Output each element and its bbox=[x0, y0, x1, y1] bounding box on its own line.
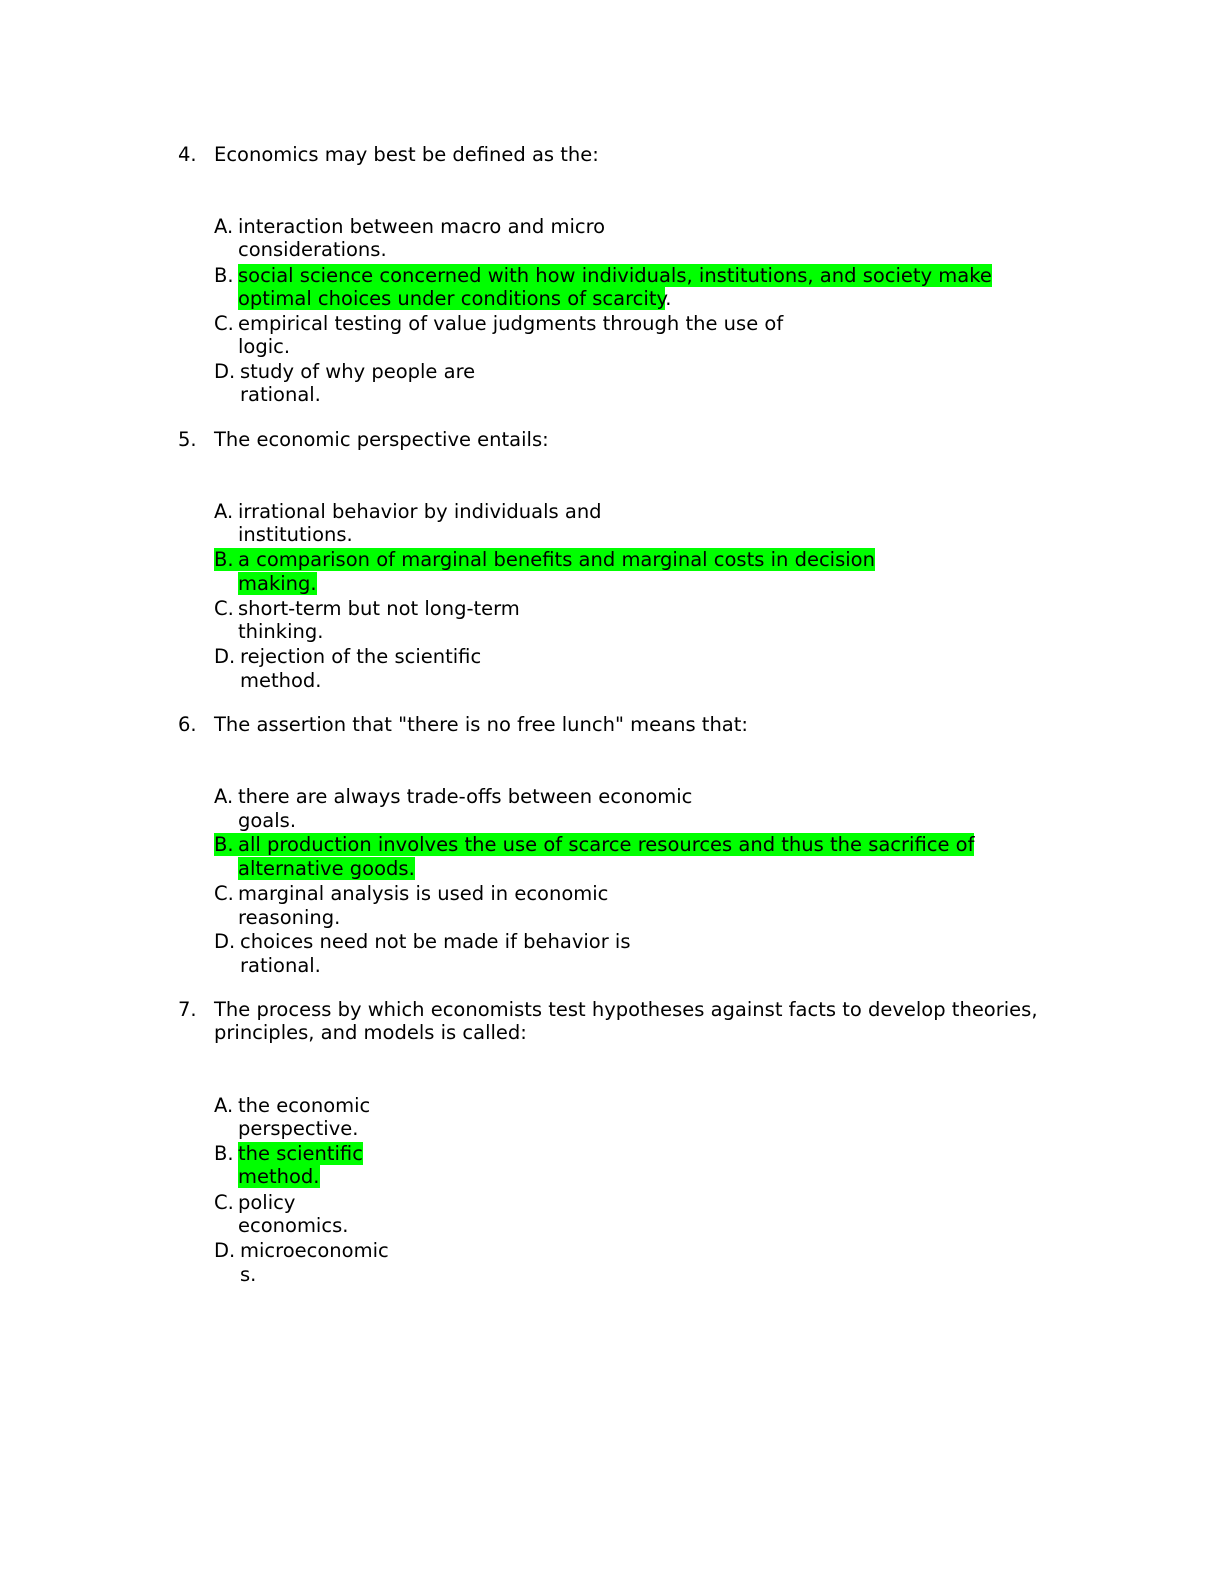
option-c-line2: reasoning. bbox=[238, 906, 341, 929]
option-b-line1-highlighted: social science concerned with how individuals, institutions, and society make bbox=[238, 264, 992, 287]
question-number: 5. bbox=[178, 428, 197, 451]
option-d-line1: choices need not be made if behavior is bbox=[240, 930, 631, 953]
option-c-line2: economics. bbox=[238, 1214, 349, 1237]
option-letter-b-highlighted: B. bbox=[214, 548, 238, 571]
option-b-line1-highlighted: a comparison of marginal benefits and marginal costs in decision bbox=[238, 548, 875, 571]
option-c-line2: logic. bbox=[238, 335, 291, 358]
option-c-line1: policy bbox=[238, 1191, 296, 1214]
question-text: The economic perspective entails: bbox=[214, 428, 549, 451]
option-b-line2-highlighted: making. bbox=[238, 572, 317, 595]
option-b-line2-highlighted: alternative goods. bbox=[238, 857, 415, 880]
option-letter-a: A. bbox=[214, 785, 234, 808]
option-a-line1: the economic bbox=[238, 1094, 371, 1117]
option-letter-a: A. bbox=[214, 215, 234, 238]
option-a-line2: considerations. bbox=[238, 238, 387, 261]
option-letter-c: C. bbox=[214, 597, 234, 620]
option-d-line2: method. bbox=[240, 669, 322, 692]
option-d-line1: study of why people are bbox=[240, 360, 476, 383]
option-d-line2: rational. bbox=[240, 383, 321, 406]
option-letter-c: C. bbox=[214, 312, 234, 335]
option-c-line1: marginal analysis is used in economic bbox=[238, 882, 609, 905]
option-letter-d: D. bbox=[214, 930, 236, 953]
question-text-line1: The process by which economists test hypotheses against facts to develop theories, bbox=[214, 998, 1038, 1021]
question-number: 6. bbox=[178, 713, 197, 736]
option-a-line2: goals. bbox=[238, 809, 297, 832]
option-b-line2-highlighted: method. bbox=[238, 1165, 320, 1188]
option-letter-a: A. bbox=[214, 1094, 234, 1117]
option-c-line1: short-term but not long-term bbox=[238, 597, 520, 620]
option-b-line1-highlighted: the scientific bbox=[238, 1142, 363, 1165]
question-number: 4. bbox=[178, 143, 197, 166]
question-text-line2: principles, and models is called: bbox=[214, 1021, 527, 1044]
option-a-line2: institutions. bbox=[238, 523, 353, 546]
option-d-line1: rejection of the scientific bbox=[240, 645, 482, 668]
option-b-line2 bbox=[238, 287, 671, 310]
option-b-line1-highlighted: all production involves the use of scarce resources and thus the sacrifice of bbox=[238, 833, 975, 856]
option-letter-a: A. bbox=[214, 500, 234, 523]
option-letter-c: C. bbox=[214, 1191, 234, 1214]
option-letter-d: D. bbox=[214, 360, 236, 383]
option-letter-b: B. bbox=[214, 264, 234, 287]
option-d-line2: s. bbox=[240, 1263, 257, 1286]
option-d-line1: microeconomic bbox=[240, 1239, 389, 1262]
question-number: 7. bbox=[178, 998, 197, 1021]
question-text: Economics may best be defined as the: bbox=[214, 143, 599, 166]
option-a-line2: perspective. bbox=[238, 1117, 359, 1140]
option-letter-d: D. bbox=[214, 645, 236, 668]
option-c-line1: empirical testing of value judgments through the use of bbox=[238, 312, 784, 335]
option-b-line2-period: . bbox=[665, 287, 672, 310]
option-letter-d: D. bbox=[214, 1239, 236, 1262]
option-letter-b: B. bbox=[214, 1142, 234, 1165]
option-b-line2-highlighted: optimal choices under conditions of scarcity bbox=[238, 287, 666, 310]
question-text: The assertion that "there is no free lunch" means that: bbox=[214, 713, 748, 736]
option-a-line1: there are always trade-offs between economic bbox=[238, 785, 693, 808]
option-letter-c: C. bbox=[214, 882, 234, 905]
option-c-line2: thinking. bbox=[238, 620, 324, 643]
option-letter-b-highlighted: B. bbox=[214, 833, 238, 856]
option-d-line2: rational. bbox=[240, 954, 321, 977]
option-a-line1: interaction between macro and micro bbox=[238, 215, 606, 238]
option-a-line1: irrational behavior by individuals and bbox=[238, 500, 602, 523]
